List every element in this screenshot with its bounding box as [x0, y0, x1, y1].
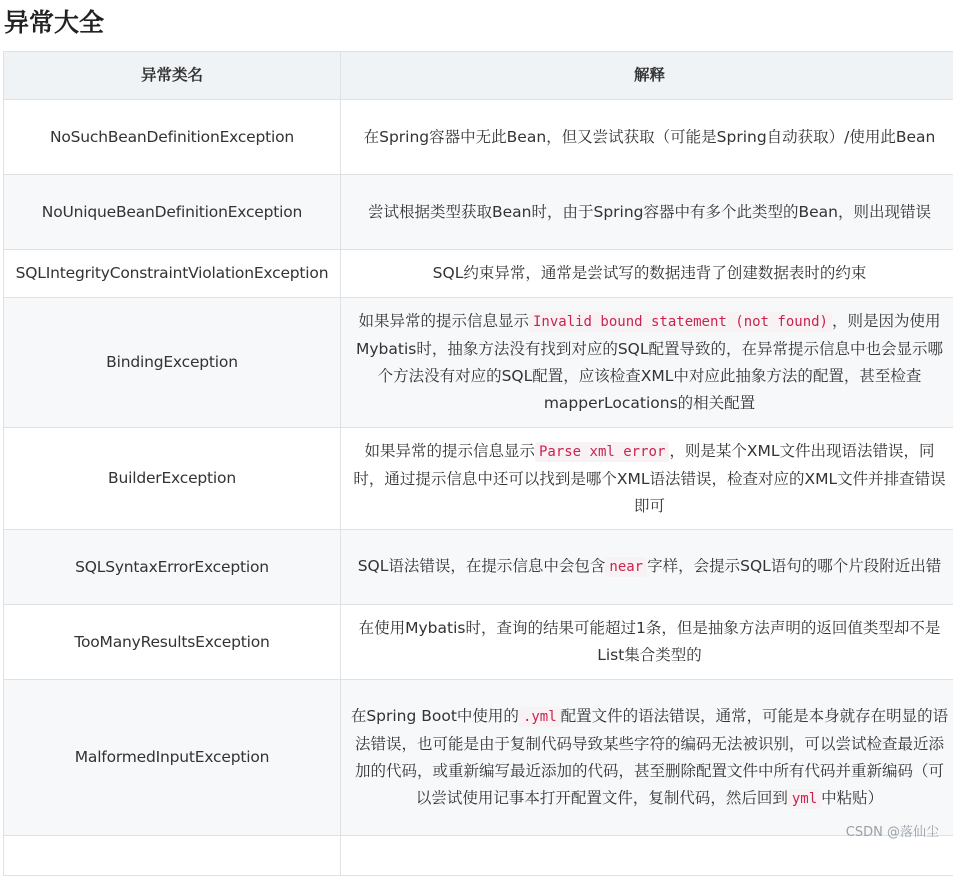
table-row [4, 175, 953, 250]
inline-code: near [605, 557, 647, 577]
exception-desc-empty [341, 836, 953, 876]
watermark: CSDN @落仙尘 [846, 821, 939, 840]
exception-desc: SQL语法错误，在提示信息中会包含 near 字样，会提示SQL语句的哪个片段附近出错 [341, 530, 953, 605]
exception-desc: 尝试根据类型获取Bean时，由于Spring容器中有多个此类型的Bean，则出现错误 [341, 175, 953, 250]
exception-desc: 在Spring Boot中使用的 .yml 配置文件的语法错误，通常，可能是本身就存在明显的语法错误，也可能是由于复制代码导致某些字符的编码无法被识别，可以尝试检查最近添加的代码，或重新编写最近添加的代码，甚至删除配置文件中所有代码并重新编码（可以尝试使用记事本打开配置文件，复制代码，然后回到 yml 中粘贴） [341, 680, 953, 836]
table-row [4, 428, 953, 530]
exception-name-empty [4, 836, 341, 876]
inline-code: .yml [519, 707, 561, 727]
exception-name: NoUniqueBeanDefinitionException [4, 175, 341, 250]
table-row [4, 605, 953, 680]
table-row [4, 680, 953, 836]
exception-desc: 如果异常的提示信息显示 Parse xml error ，则是某个XML文件出现语法错误，同时，通过提示信息中还可以找到是哪个XML语法错误，检查对应的XML文件并排查错误即可 [341, 428, 953, 530]
inline-code: Invalid bound statement (not found) [529, 312, 832, 332]
exception-name: SQLSyntaxErrorException [4, 530, 341, 605]
inline-code: Parse xml error [535, 442, 669, 462]
table-row [4, 298, 953, 428]
table-row-partial [4, 836, 953, 876]
exception-desc: 在使用Mybatis时，查询的结果可能超过1条，但是抽象方法声明的返回值类型却不是List集合类型的 [341, 605, 953, 680]
table-header-row [4, 52, 953, 100]
exception-name: NoSuchBeanDefinitionException [4, 100, 341, 175]
exception-desc: 在Spring容器中无此Bean，但又尝试获取（可能是Spring自动获取）/使用此Bean [341, 100, 953, 175]
exception-name: BindingException [4, 298, 341, 428]
page-title: 异常大全 [4, 6, 104, 40]
table-row [4, 530, 953, 605]
exception-name: BuilderException [4, 428, 341, 530]
exception-name: MalformedInputException [4, 680, 341, 836]
table-row [4, 100, 953, 175]
exception-desc: SQL约束异常，通常是尝试写的数据违背了创建数据表时的约束 [341, 250, 953, 298]
exception-name: SQLIntegrityConstraintViolationException [4, 250, 341, 298]
header-exception-name: 异常类名 [4, 52, 341, 100]
exception-name: TooManyResultsException [4, 605, 341, 680]
table-row [4, 250, 953, 298]
inline-code: yml [788, 789, 821, 809]
exception-table [3, 51, 953, 876]
exception-desc: 如果异常的提示信息显示 Invalid bound statement (not found) ，则是因为使用Mybatis时，抽象方法没有找到对应的SQL配置导致的，在异常提示信息中也会显示哪个方法没有对应的SQL配置，应该检查XML中对应此抽象方法的配置，甚至检查mapperLocations的相关配置 [341, 298, 953, 428]
header-explanation: 解释 [341, 52, 953, 100]
